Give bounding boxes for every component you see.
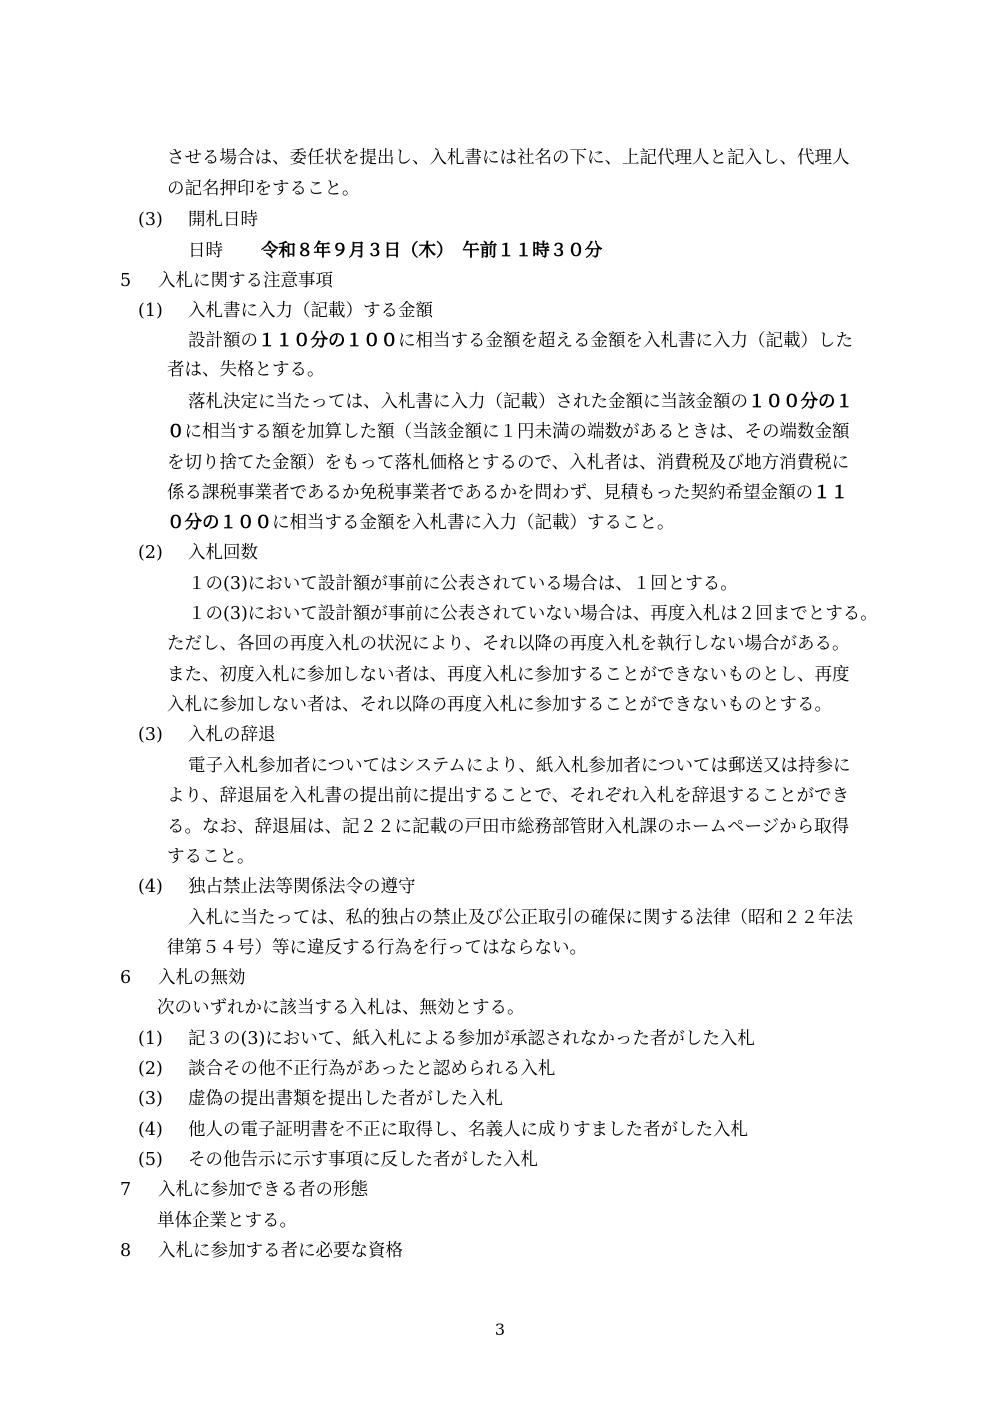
list-item [138, 1149, 538, 1171]
line-text: に相当する額を加算した額（当該金額に１円未満の端数があるときは、その端数金額 [184, 422, 850, 442]
body-text-line [188, 330, 853, 352]
item-number: (3) [138, 210, 163, 230]
datetime-value: 令和８年９月３日（木） 午前１１時３０分 [261, 241, 603, 261]
body-text-line [167, 846, 255, 868]
line-text: 設計額の [188, 331, 258, 351]
body-text-line [167, 937, 587, 959]
line-text: 律第５４号）等に違反する行為を行ってはならない。 [167, 938, 587, 958]
list-item [138, 1028, 755, 1050]
page-number: 3 [494, 1320, 506, 1339]
body-text-line [167, 694, 832, 716]
line-text: る。なお、辞退届は、記２２に記載の戸田市総務部管財入札課のホームページから取得 [167, 817, 850, 837]
list-item [138, 1119, 748, 1141]
section-title: 入札に関する注意事項 [158, 271, 333, 291]
datetime-label: 日時 [188, 241, 223, 261]
section-number: 5 [120, 271, 132, 291]
line-bold-text: １１０分の１００ [258, 331, 398, 351]
body-text-line [157, 997, 525, 1019]
item-number: (3) [138, 725, 163, 745]
line-text: １の(3)において設計額が事前に公表されていない場合は、再度入札は２回までとする。 [188, 604, 878, 624]
item-title: 入札回数 [188, 543, 258, 563]
section-heading [120, 1240, 403, 1262]
body-text-line [188, 573, 738, 595]
item-number: (5) [138, 1150, 163, 1170]
item-number: (1) [138, 1029, 163, 1049]
datetime-line [188, 240, 602, 262]
section-number: 6 [120, 968, 132, 988]
item-title: 入札の辞退 [188, 725, 276, 745]
item-number: (2) [138, 543, 163, 563]
sub-item-heading [138, 724, 276, 746]
line-text: 単体企業とする。 [157, 1211, 297, 1231]
line-text: １の(3)において設計額が事前に公表されている場合は、１回とする。 [188, 574, 738, 594]
line-bold-text: １００分の１ [748, 392, 853, 412]
body-text-line [157, 1210, 297, 1232]
line-text: 電子入札参加者についてはシステムにより、紙入札参加者については郵送又は持参に [188, 756, 851, 776]
sub-item-heading [138, 876, 416, 898]
list-item [138, 1088, 503, 1110]
line-bold-text: １１ [813, 483, 849, 503]
item-number: (3) [138, 1089, 163, 1109]
body-text-line [167, 452, 849, 474]
item-title: 開札日時 [188, 210, 258, 230]
line-text: を切り捨てた金額）をもって落札価格とするので、入札者は、消費税及び地方消費税に [167, 453, 850, 473]
section-title: 入札に参加する者に必要な資格 [158, 1241, 403, 1261]
line-text: 落札決定に当たっては、入札書に入力（記載）された金額に当該金額の [188, 392, 748, 412]
body-text-line [167, 512, 675, 534]
sub-item-heading [138, 209, 258, 231]
item-text: 記３の(3)において、紙入札による参加が承認されなかった者がした入札 [188, 1029, 755, 1049]
body-text-line [167, 359, 325, 381]
section-number: 8 [120, 1241, 132, 1261]
item-number: (4) [138, 877, 163, 897]
line-text: 次のいずれかに該当する入札は、無効とする。 [157, 998, 525, 1018]
line-text: 入札に参加しない者は、それ以降の再度入札に参加することができないものとする。 [167, 695, 832, 715]
body-text-line [188, 907, 853, 929]
item-title: 入札書に入力（記載）する金額 [188, 301, 433, 321]
line-text: 係る課税事業者であるか免税事業者であるかを問わず、見積もった契約希望金額の [167, 483, 814, 503]
section-number: 7 [120, 1180, 132, 1200]
body-text-line [167, 147, 850, 169]
line-text: 者は、失格とする。 [167, 360, 325, 380]
line-bold-text: ０ [167, 422, 185, 442]
line-text: また、初度入札に参加しない者は、再度入札に参加することができないものとし、再度 [167, 665, 850, 685]
item-text: 他人の電子証明書を不正に取得し、名義人に成りすました者がした入札 [188, 1120, 748, 1140]
line-text: 入札に当たっては、私的独占の禁止及び公正取引の確保に関する法律（昭和２２年法 [188, 908, 853, 928]
line-text: すること。 [167, 847, 255, 867]
item-number: (4) [138, 1120, 163, 1140]
body-text-line [167, 178, 360, 200]
section-heading [120, 967, 246, 989]
line-bold-text: ０分の１００ [167, 513, 272, 533]
list-item [138, 1058, 555, 1080]
body-text-line [167, 664, 850, 686]
item-number: (1) [138, 301, 163, 321]
body-text-line [167, 482, 848, 504]
item-text: 談合その他不正行為があったと認められる入札 [188, 1059, 556, 1079]
section-heading [120, 270, 333, 292]
item-text: 虚偽の提出書類を提出した者がした入札 [188, 1089, 503, 1109]
section-title: 入札の無効 [158, 968, 246, 988]
body-text-line [167, 633, 850, 655]
section-heading [120, 1179, 368, 1201]
line-text: に相当する金額を超える金額を入札書に入力（記載）した [398, 331, 853, 351]
body-text-line [188, 603, 878, 625]
sub-item-heading [138, 542, 258, 564]
line-text: ただし、各回の再度入札の状況により、それ以降の再度入札を執行しない場合がある。 [167, 634, 850, 654]
body-text-line [167, 421, 850, 443]
line-text: より、辞退届を入札書の提出前に提出することで、それぞれ入札を辞退することができ [167, 786, 850, 806]
item-title: 独占禁止法等関係法令の遵守 [188, 877, 416, 897]
body-text-line [188, 755, 851, 777]
line-text: させる場合は、委任状を提出し、入札書には社名の下に、上記代理人と記入し、代理人 [167, 148, 850, 168]
body-text-line [167, 785, 849, 807]
body-text-line [167, 816, 849, 838]
line-text: に相当する金額を入札書に入力（記載）すること。 [272, 513, 675, 533]
item-number: (2) [138, 1059, 163, 1079]
body-text-line [188, 391, 853, 413]
sub-item-heading [138, 300, 433, 322]
item-text: その他告示に示す事項に反した者がした入札 [188, 1150, 538, 1170]
section-title: 入札に参加できる者の形態 [158, 1180, 368, 1200]
line-text: の記名押印をすること。 [167, 179, 360, 199]
